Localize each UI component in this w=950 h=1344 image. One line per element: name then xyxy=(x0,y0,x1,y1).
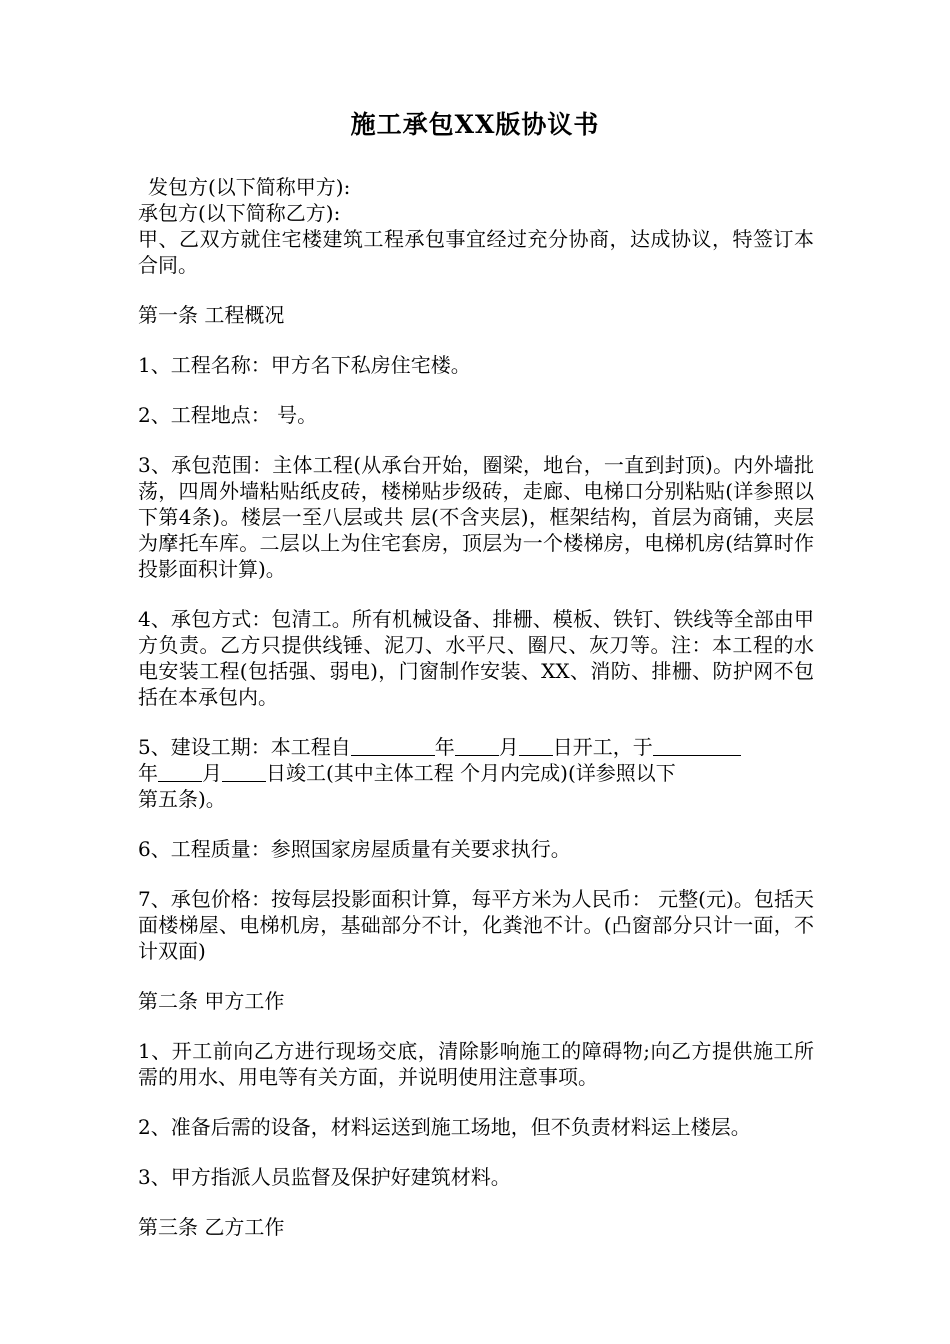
item5-line3: 第五条)。 xyxy=(138,787,226,811)
item5-year2: 年 xyxy=(138,761,158,785)
article1-item2: 2、工程地点： 号。 xyxy=(138,403,318,427)
intro-paragraph: 甲、乙双方就住宅楼建筑工程承包事宜经过充分协商，达成协议，特签订本合同。 xyxy=(138,227,814,277)
blank-end-year-prefix xyxy=(653,735,741,756)
article2-item2: 2、准备后需的设备，材料运送到施工场地，但不负责材料运上楼层。 xyxy=(138,1115,751,1139)
article1-item5 xyxy=(138,734,814,812)
article1-item1: 1、工程名称：甲方名下私房住宅楼。 xyxy=(138,353,471,377)
article1-item6: 6、工程质量：参照国家房屋质量有关要求执行。 xyxy=(138,837,571,861)
blank-end-day xyxy=(222,761,266,782)
party-b-line: 承包方(以下简称乙方): xyxy=(138,201,341,225)
article3-heading: 第三条 乙方工作 xyxy=(138,1215,285,1239)
item5-day2: 日竣工(其中主体工程 个月内完成)(详参照以下 xyxy=(266,761,676,785)
party-a-line: 发包方(以下简称甲方): xyxy=(148,175,351,199)
article2-heading: 第二条 甲方工作 xyxy=(138,989,285,1013)
article2-item1: 1、开工前向乙方进行现场交底，清除影响施工的障碍物;向乙方提供施工所需的用水、用电等有关方面，并说明使用注意事项。 xyxy=(138,1039,814,1089)
article1-item4: 4、承包方式：包清工。所有机械设备、排栅、模板、铁钉、铁线等全部由甲方负责。乙方只提供线锤、泥刀、水平尺、圈尺、灰刀等。注：本工程的水电安装工程(包括强、弱电)，门窗制作安装、XX、消防、排栅、防护网不包括在本承包内。 xyxy=(138,607,814,709)
article1-heading: 第一条 工程概况 xyxy=(138,303,285,327)
item5-prefix: 5、建设工期：本工程自 xyxy=(138,735,351,759)
blank-start-day xyxy=(519,735,553,756)
article1-item7: 7、承包价格：按每层投影面积计算，每平方米为人民币： 元整(元)。包括天面楼梯屋、电梯机房，基础部分不计，化粪池不计。(凸窗部分只计一面，不计双面) xyxy=(138,887,814,963)
blank-start-year xyxy=(351,735,435,756)
item5-line1 xyxy=(138,734,814,760)
item5-day1: 日开工，于 xyxy=(552,735,653,759)
article2-item3: 3、甲方指派人员监督及保护好建筑材料。 xyxy=(138,1165,511,1189)
blank-end-month xyxy=(158,761,202,782)
document-body xyxy=(138,174,814,1264)
article1-item3: 3、承包范围：主体工程(从承台开始，圈梁，地台，一直到封顶)。内外墙批荡，四周外墙粘贴纸皮砖，楼梯贴步级砖，走廊、电梯口分别粘贴(详参照以下第4条)。楼层一至八层或共 层(不含夹层)，框架结构，首层为商铺，夹层为摩托车库。二层以上为住宅套房，顶层为一个楼梯房，电梯机房(结算时作投影面积计算)。 xyxy=(138,453,814,581)
item5-month2: 月 xyxy=(202,761,222,785)
document-title: 施工承包XX版协议书 xyxy=(350,110,600,139)
item5-month1: 月 xyxy=(498,735,519,759)
item5-year1: 年 xyxy=(434,735,455,759)
blank-start-month xyxy=(455,735,499,756)
item5-line2 xyxy=(138,760,814,786)
